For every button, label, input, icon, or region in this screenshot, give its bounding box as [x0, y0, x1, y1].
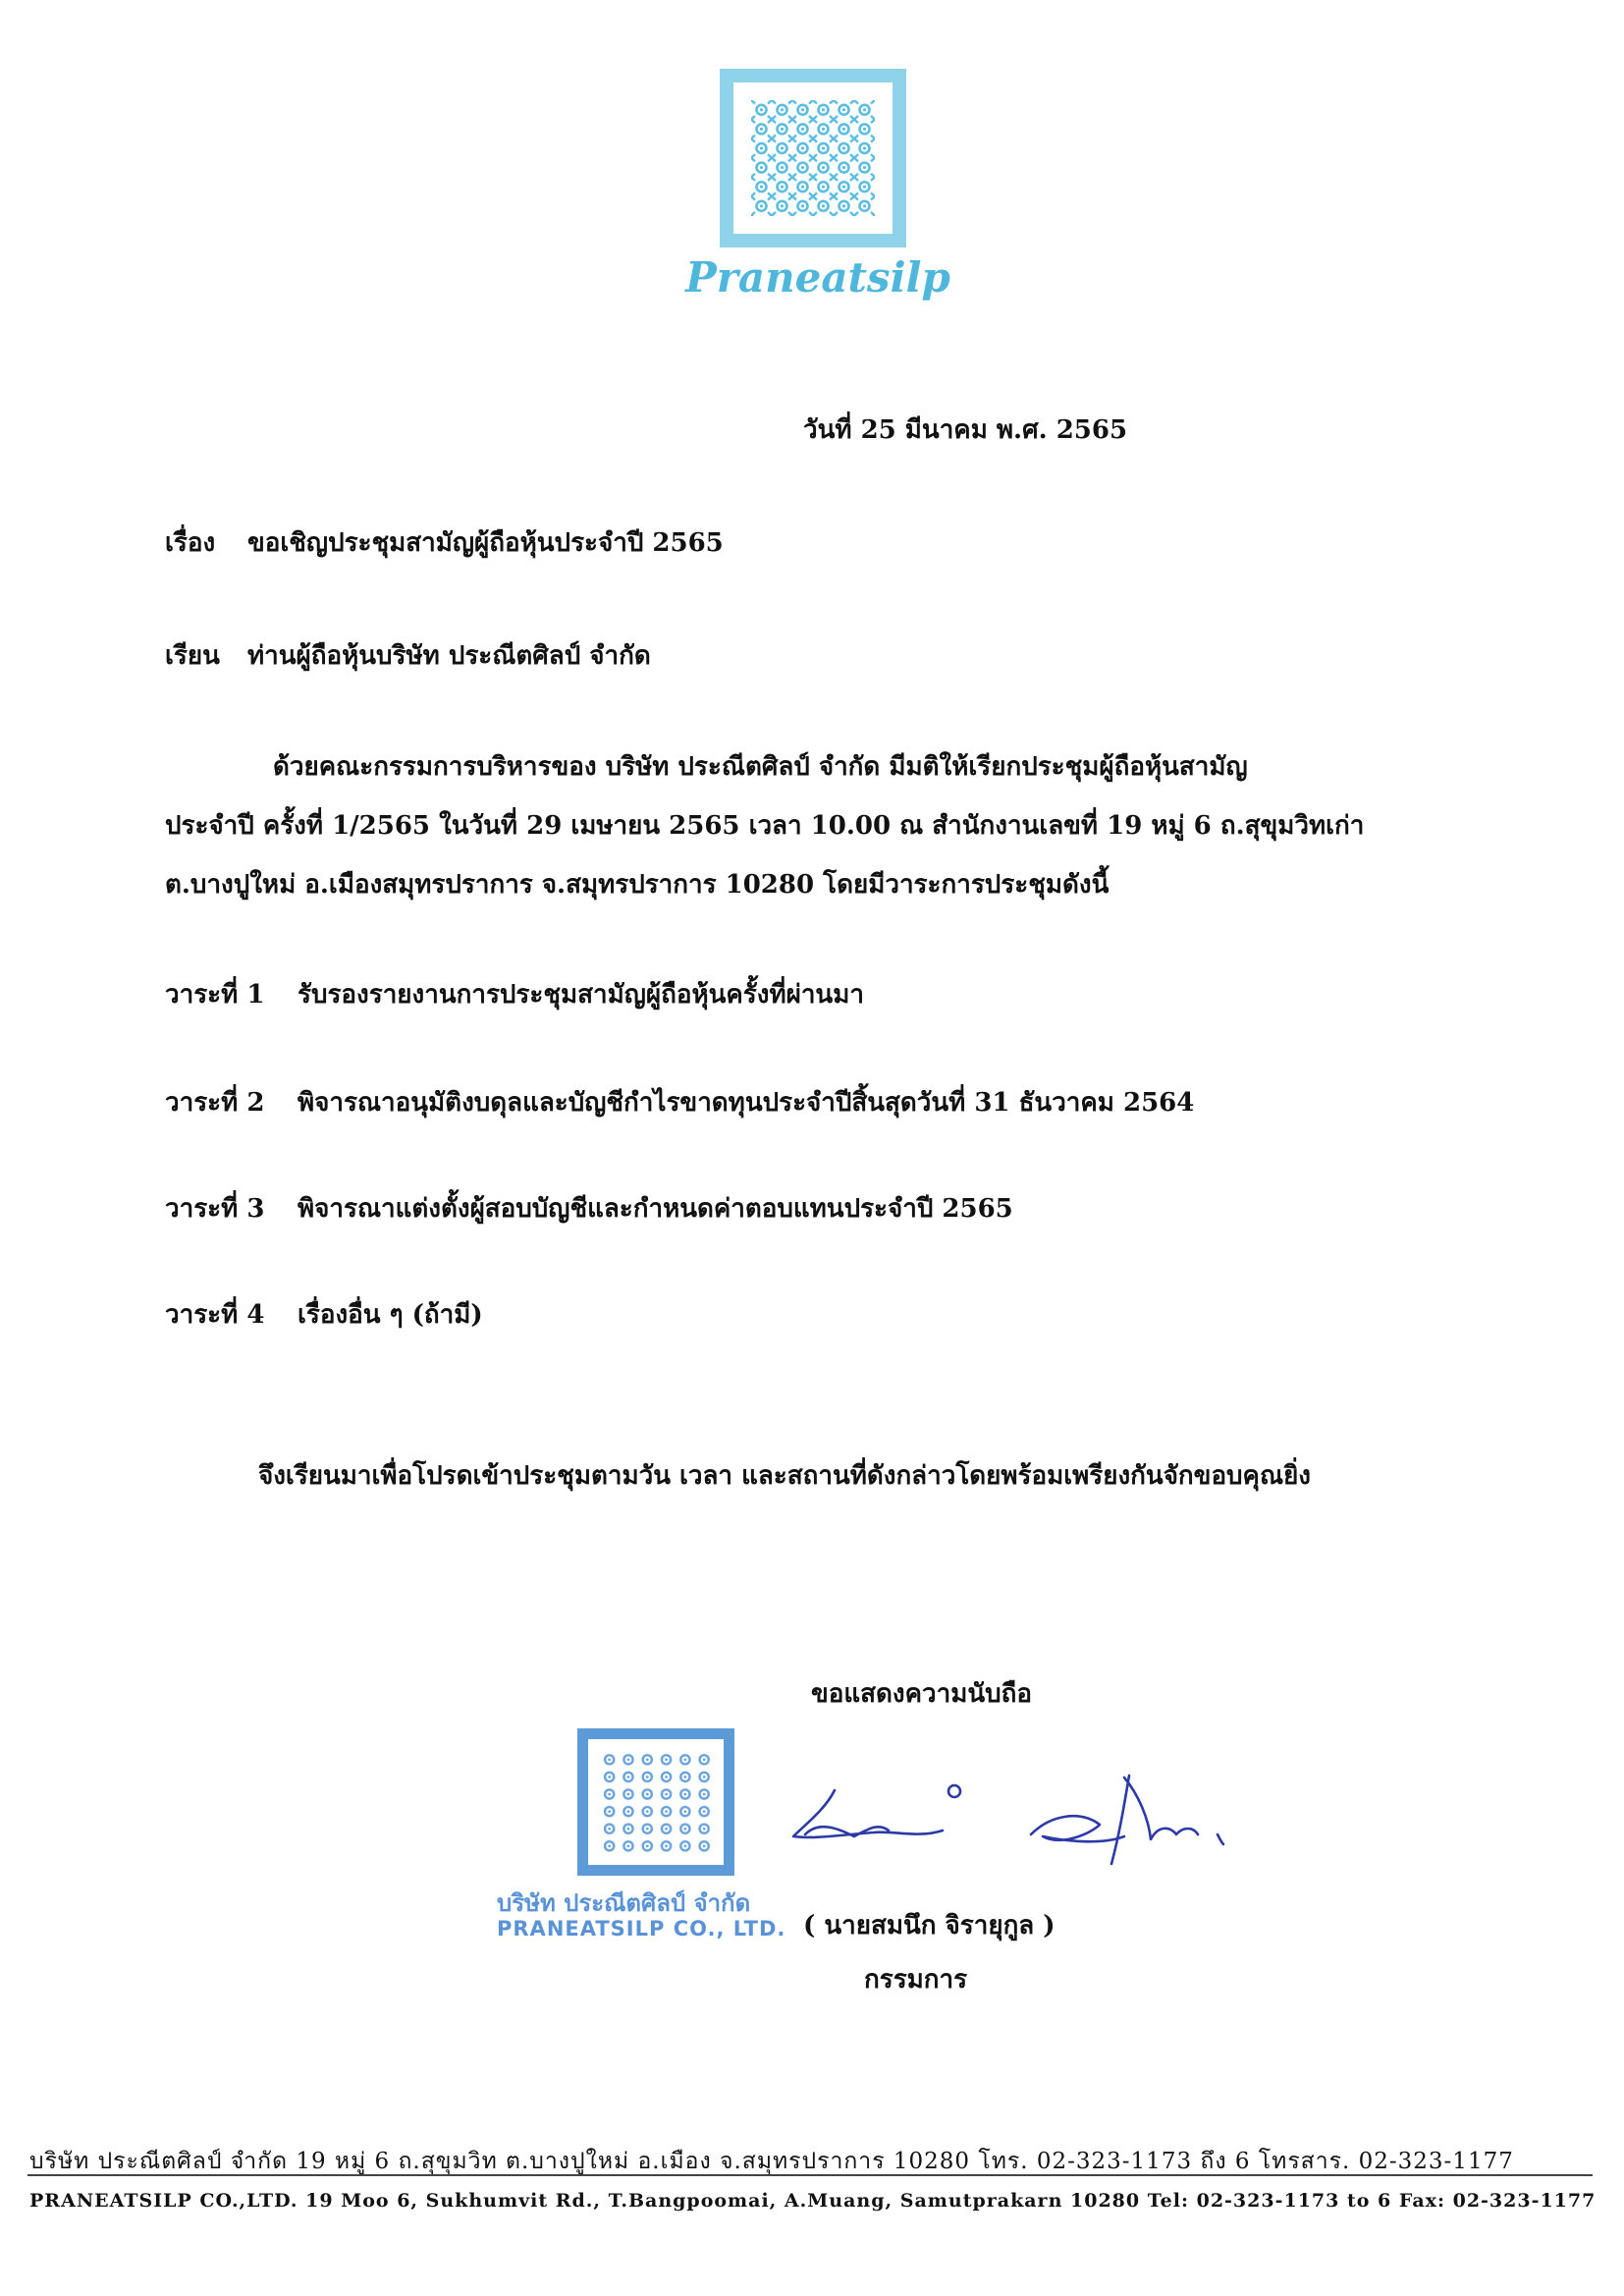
subject-text: ขอเชิญประชุมสามัญผู้ถือหุ้นประจำปี 2565 — [247, 528, 724, 558]
signer-name: ( นายสมนึก จิรายุกูล ) — [803, 1911, 1056, 1941]
logo-pattern-icon — [751, 100, 875, 216]
recipient-text: ท่านผู้ถือหุ้นบริษัท ประณีตศิลป์ จำกัด — [247, 641, 651, 671]
agenda-2-text: พิจารณาอนุมัติงบดุลและบัญชีกำไรขาดทุนประจำปีสิ้นสุดวันที่ 31 ธันวาคม 2564 — [298, 1088, 1195, 1118]
company-logo — [720, 69, 906, 247]
subject-label: เรื่อง — [165, 528, 216, 558]
intro-line-2: ประจำปี ครั้งที่ 1/2565 ในวันที่ 29 เมษายน 2565 เวลา 10.00 ณ สำนักงานเลขที่ 19 หมู่ 6 ถ.สุขุมวิทเก่า — [165, 811, 1365, 841]
footer-thai-address: บริษัท ประณีตศิลป์ จำกัด 19 หมู่ 6 ถ.สุขุมวิท ต.บางปูใหม่ อ.เมือง จ.สมุทรปราการ 10280 โทร. 02-323-1173 ถึง 6 โทรสาร. 02-323-1177 — [29, 2149, 1514, 2174]
logo-wordmark: Praneatsilp — [685, 253, 950, 301]
recipient-label: เรียน — [165, 641, 220, 671]
agenda-2-label: วาระที่ 2 — [165, 1088, 265, 1118]
stamp-company-en: PRANEATSILP CO., LTD. — [497, 1917, 786, 1941]
agenda-4-text: เรื่องอื่น ๆ (ถ้ามี) — [298, 1300, 483, 1330]
closing-text: จึงเรียนมาเพื่อโปรดเข้าประชุมตามวัน เวลา และสถานที่ดังกล่าวโดยพร้อมเพรียงกันจักขอบคุณยิ่ง — [258, 1461, 1312, 1491]
footer-divider — [27, 2174, 1593, 2176]
agenda-1-text: รับรองรายงานการประชุมสามัญผู้ถือหุ้นครั้งที่ผ่านมา — [298, 980, 864, 1010]
footer-english-address: PRANEATSILP CO.,LTD. 19 Moo 6, Sukhumvit Rd., T.Bangpoomai, A.Muang, Samutprakarn 10280 Tel: 02-323-1173 to 6 Fax: 02-323-1177 — [29, 2190, 1597, 2212]
signoff: ขอแสดงความนับถือ — [811, 1679, 1032, 1709]
agenda-4-label: วาระที่ 4 — [165, 1300, 265, 1330]
signer-title: กรรมการ — [864, 1965, 968, 1995]
intro-line-1: ด้วยคณะกรรมการบริหารของ บริษัท ประณีตศิลป์ จำกัด มีมติให้เรียกประชุมผู้ถือหุ้นสามัญ — [273, 752, 1248, 782]
agenda-3-label: วาระที่ 3 — [165, 1194, 265, 1224]
company-stamp — [577, 1728, 734, 1876]
stamp-pattern-icon — [600, 1751, 714, 1855]
handwritten-signature — [785, 1766, 1247, 1884]
agenda-3-text: พิจารณาแต่งตั้งผู้สอบบัญชีและกำหนดค่าตอบแทนประจำปี 2565 — [298, 1194, 1013, 1224]
letter-date: วันที่ 25 มีนาคม พ.ศ. 2565 — [803, 415, 1128, 445]
agenda-1-label: วาระที่ 1 — [165, 980, 265, 1010]
intro-line-3: ต.บางปูใหม่ อ.เมืองสมุทรปราการ จ.สมุทรปราการ 10280 โดยมีวาระการประชุมดังนี้ — [165, 870, 1110, 900]
stamp-company-th: บริษัท ประณีตศิลป์ จำกัด — [497, 1889, 751, 1917]
